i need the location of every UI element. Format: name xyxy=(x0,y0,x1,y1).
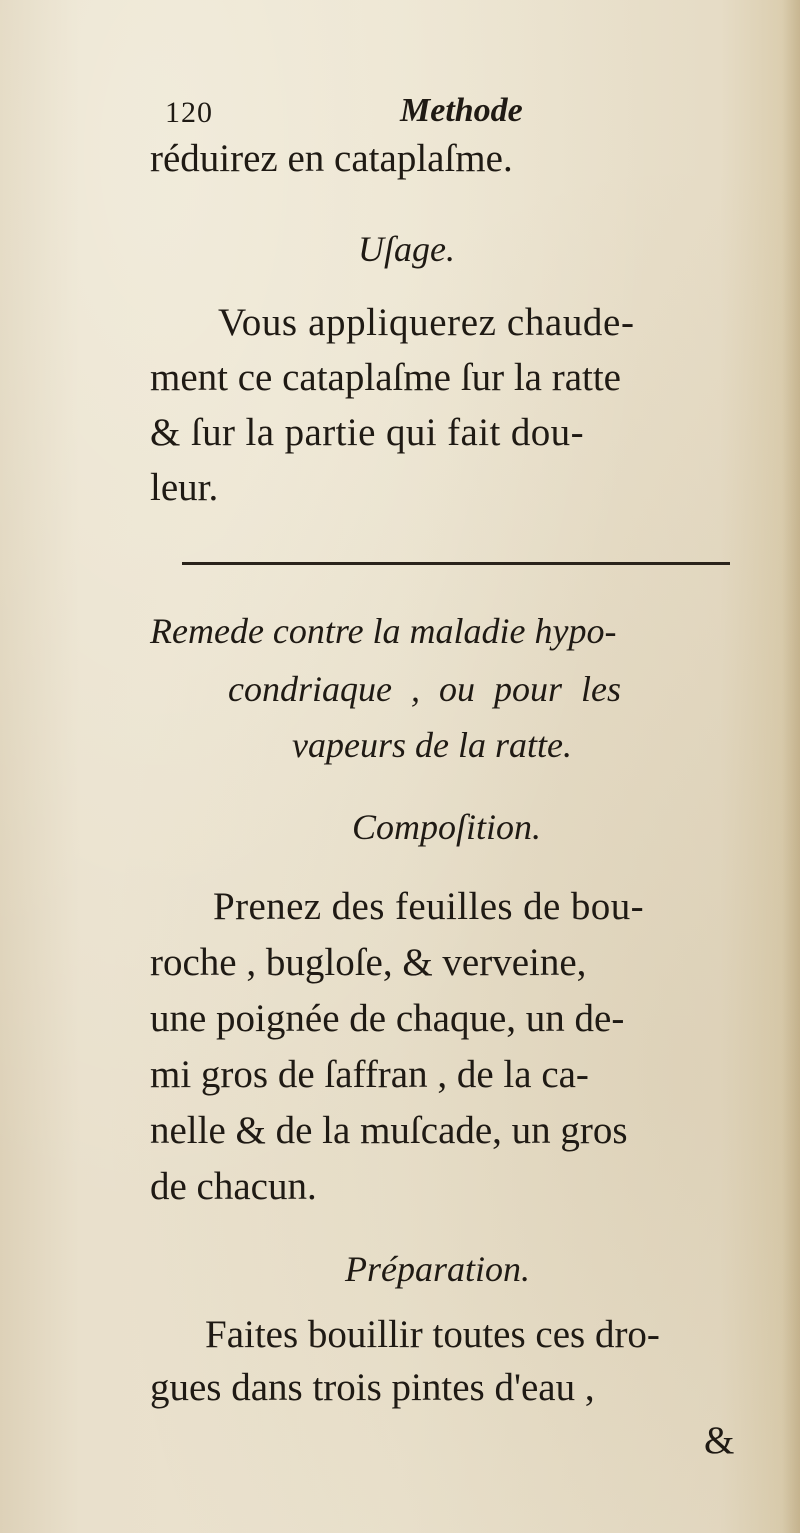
section-heading-composition: Compoſition. xyxy=(352,807,542,847)
text-line: une poignée de chaque, un de- xyxy=(150,997,625,1040)
text-line: leur. xyxy=(150,466,219,509)
text-line: de chacun. xyxy=(150,1165,317,1208)
section-heading-preparation: Préparation. xyxy=(345,1249,530,1289)
text-line: Faites bouillir toutes ces dro- xyxy=(205,1313,660,1356)
remedy-title-line: vapeurs de la ratte. xyxy=(292,725,572,765)
section-divider xyxy=(182,562,730,565)
text-line: Prenez des feuilles de bou- xyxy=(213,885,644,928)
text-line: gues dans trois pintes d'eau , xyxy=(150,1366,595,1409)
text-line: mi gros de ſaffran , de la ca- xyxy=(150,1053,589,1096)
text-line: ment ce cataplaſme ſur la ratte xyxy=(150,356,621,399)
page-header xyxy=(165,92,725,142)
running-head: Methode xyxy=(400,92,523,129)
remedy-title-line: Remede contre la maladie hypo- xyxy=(150,611,617,651)
text-line: nelle & de la muſcade, un gros xyxy=(150,1109,628,1152)
catchword: & xyxy=(704,1419,735,1462)
text-line: roche , bugloſe, & verveine, xyxy=(150,941,587,984)
page-number: 120 xyxy=(165,96,213,129)
remedy-title-line: condriaque , ou pour les xyxy=(228,669,621,709)
text-line: réduirez en cataplaſme. xyxy=(150,137,513,180)
page-edge-shadow xyxy=(782,0,800,1533)
section-heading-usage: Uſage. xyxy=(358,229,455,269)
text-line: & ſur la partie qui fait dou- xyxy=(150,411,584,454)
text-line: Vous appliquerez chaude- xyxy=(218,301,635,344)
